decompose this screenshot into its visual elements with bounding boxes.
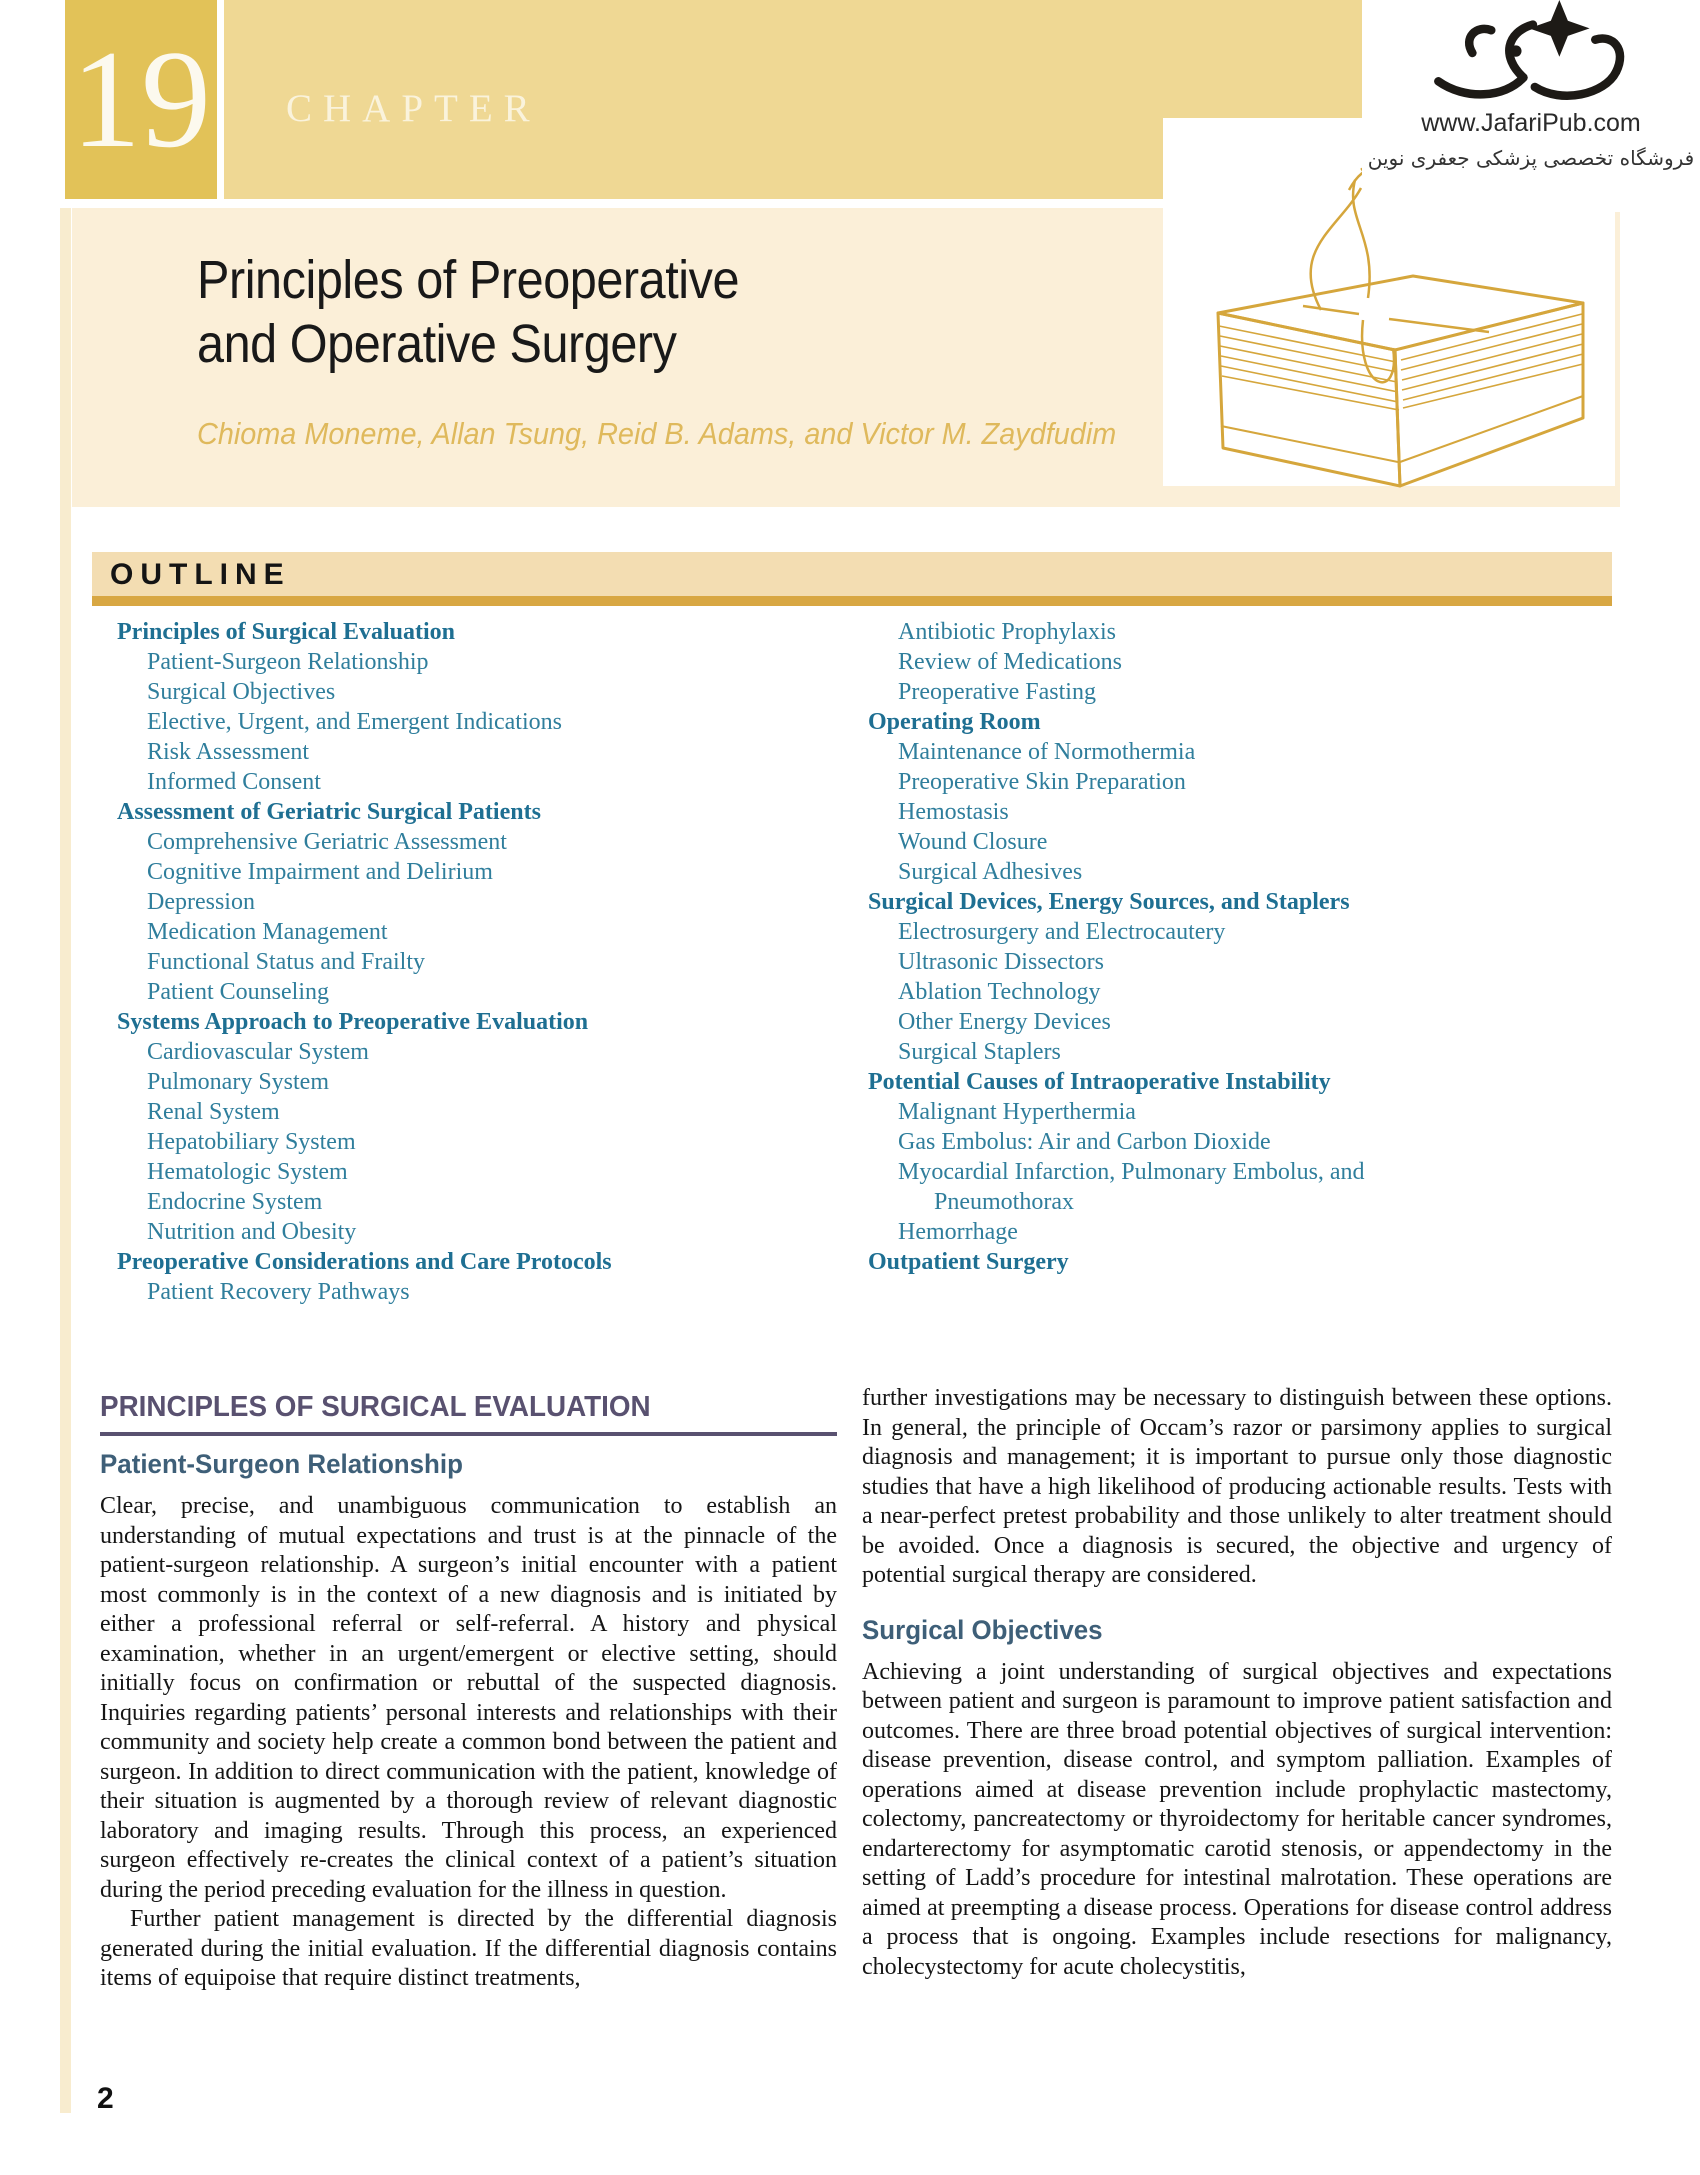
outline-topic: Hematologic System: [147, 1159, 348, 1185]
paragraph: Further patient management is directed by the differential diagnosis generated during the initial evaluation. If the differential diagnosis contains items of equipoise that require distinct treatments,: [100, 1906, 837, 1991]
outline-section-title: Potential Causes of Intraoperative Instability: [868, 1069, 1331, 1095]
outline-topic: Surgical Adhesives: [898, 859, 1083, 885]
body-column-left: [100, 1449, 837, 1994]
publisher-crown-logo: [1416, 0, 1646, 104]
subheading-patient-surgeon-relationship: Patient-Surgeon Relationship: [100, 1449, 463, 1479]
outline-topic: Hemorrhage: [898, 1219, 1018, 1245]
outline-topic: Ablation Technology: [898, 979, 1101, 1005]
outline-topic: Preoperative Fasting: [898, 679, 1096, 705]
section-heading-rule: [100, 1432, 837, 1436]
outline-section-title: Assessment of Geriatric Surgical Patients: [117, 799, 541, 825]
outline-topic: Pneumothorax: [934, 1189, 1074, 1215]
outline-section-title: Preoperative Considerations and Care Protocols: [117, 1249, 612, 1275]
publisher-url: www.JafariPub.com: [1421, 109, 1641, 137]
outline-topic: Cognitive Impairment and Delirium: [147, 859, 493, 885]
outline-topic: Maintenance of Normothermia: [898, 739, 1196, 765]
outline-topic: Depression: [147, 889, 255, 915]
outline-topic: Wound Closure: [898, 829, 1048, 855]
chapter-label: CHAPTER: [286, 87, 541, 130]
star-glyph: [1529, 0, 1590, 57]
outline-topic: Antibiotic Prophylaxis: [898, 619, 1116, 645]
outline-topic: Cardiovascular System: [147, 1039, 369, 1065]
outline-topic: Other Energy Devices: [898, 1009, 1111, 1035]
outline-topic: Pulmonary System: [147, 1069, 330, 1095]
outline-column-left: [117, 617, 612, 1307]
outline-topic: Comprehensive Geriatric Assessment: [147, 829, 507, 855]
body-column-right: [862, 1384, 1612, 1982]
outline-topic: Functional Status and Frailty: [147, 949, 425, 975]
outline-section-title: Systems Approach to Preoperative Evaluation: [117, 1009, 589, 1035]
authors-line: Chioma Moneme, Allan Tsung, Reid B. Adams, and Victor M. Zaydfudim: [197, 416, 1117, 451]
section-heading: PRINCIPLES OF SURGICAL EVALUATION: [100, 1391, 651, 1423]
publisher-logo-box: [1362, 0, 1700, 212]
outline-heading: OUTLINE: [110, 558, 291, 591]
outline-section-title: Surgical Devices, Energy Sources, and Staplers: [868, 889, 1350, 915]
outline-topic: Myocardial Infarction, Pulmonary Embolus, and: [898, 1159, 1365, 1185]
outline-section-title: Outpatient Surgery: [868, 1249, 1069, 1275]
paragraph: Clear, precise, and unambiguous communication to establish an understanding of mutual expectations and trust is at the pinnacle of the patient-surgeon relationship. A surgeon’s initial encounter with a patient most commonly is in the context of a new diagnosis and is initiated by either a professional referral or self-referral. A history and physical examination, whether in an urgent/emergent or elective setting, should initially focus on confirmation or rebuttal of the suspected diagnosis. Inquiries regarding patients’ personal interests and relationships with their community and society help create a common bond between the patient and surgeon. In addition to direct communication with the patient, knowledge of their situation is augmented by a thorough review of relevant diagnostic laboratory and imaging results. Through this process, an experienced surgeon effectively re-creates the clinical context of a patient’s situation during the period preceding evaluation for the illness in question.: [100, 1493, 837, 1903]
outline-topic: Risk Assessment: [147, 739, 310, 765]
outline-topic: Hepatobiliary System: [147, 1129, 356, 1155]
outline-gold-rule: [92, 596, 1612, 606]
chapter-number: 19: [71, 21, 211, 177]
outline-topic: Surgical Staplers: [898, 1039, 1061, 1065]
chapter-title: Principles of Preoperative and Operative Surgery: [197, 250, 740, 374]
outline-column-right: [868, 617, 1365, 1277]
outline-header-bar: [92, 552, 1612, 596]
outline-topic: Informed Consent: [147, 769, 321, 795]
page-number: 2: [97, 2082, 114, 2115]
outline-topic: Elective, Urgent, and Emergent Indications: [147, 709, 562, 735]
outline-section-title: Operating Room: [868, 709, 1041, 735]
subheading-surgical-objectives: Surgical Objectives: [862, 1614, 1103, 1645]
page-margin-strip: [60, 208, 71, 2113]
outline-topic: Patient Recovery Pathways: [147, 1279, 410, 1305]
outline-topic: Review of Medications: [898, 649, 1122, 675]
paragraph: further investigations may be necessary to distinguish between these options. In general, the principle of Occam’s razor or parsimony applies to surgical diagnosis and management; it is important to pursue only those diagnostic studies that have a high likelihood of producing actionable results. Tests with a near-perfect pretest probability and those unlikely to alter treatment should be avoided. Once a diagnosis is secured, the objective and urgency of potential surgical therapy are considered.: [862, 1385, 1612, 1588]
outline-topic: Patient Counseling: [147, 979, 329, 1005]
outline-topic: Nutrition and Obesity: [147, 1219, 357, 1245]
outline-topic: Patient-Surgeon Relationship: [147, 649, 429, 675]
outline-topic: Gas Embolus: Air and Carbon Dioxide: [898, 1129, 1271, 1155]
outline-topic: Malignant Hyperthermia: [898, 1099, 1136, 1125]
outline-topic: Preoperative Skin Preparation: [898, 769, 1186, 795]
outline-topic: Ultrasonic Dissectors: [898, 949, 1104, 975]
chapter-number-box: [65, 0, 217, 199]
paragraph: Achieving a joint understanding of surgical objectives and expectations between patient and surgeon is paramount to improve patient satisfaction and outcomes. There are three broad potential objectives of surgical intervention: disease prevention, disease control, and symptom palliation. Examples of operations aimed at disease prevention include prophylactic mastectomy, colectomy, pancreatectomy or thyroidectomy for heritable cancer syndromes, endarterectomy for asymptomatic carotid stenosis, or appendectomy in the setting of Ladd’s procedure for intestinal malrotation. These operations are aimed at preempting a disease process. Operations for disease control address a process that is ongoing. Examples include resections for malignancy, cholecystectomy for acute cholecystitis,: [862, 1658, 1612, 1980]
publisher-tagline-farsi: فروشگاه تخصصی پزشکی جعفری نوین: [1367, 146, 1695, 170]
outline-topic: Hemostasis: [898, 799, 1009, 825]
outline-topic: Surgical Objectives: [147, 679, 336, 705]
outline-topic: Endocrine System: [147, 1189, 323, 1215]
outline-topic: Medication Management: [147, 919, 388, 945]
outline-section-title: Principles of Surgical Evaluation: [117, 619, 456, 645]
outline-topic: Electrosurgery and Electrocautery: [898, 919, 1226, 945]
outline-topic: Renal System: [147, 1099, 280, 1125]
